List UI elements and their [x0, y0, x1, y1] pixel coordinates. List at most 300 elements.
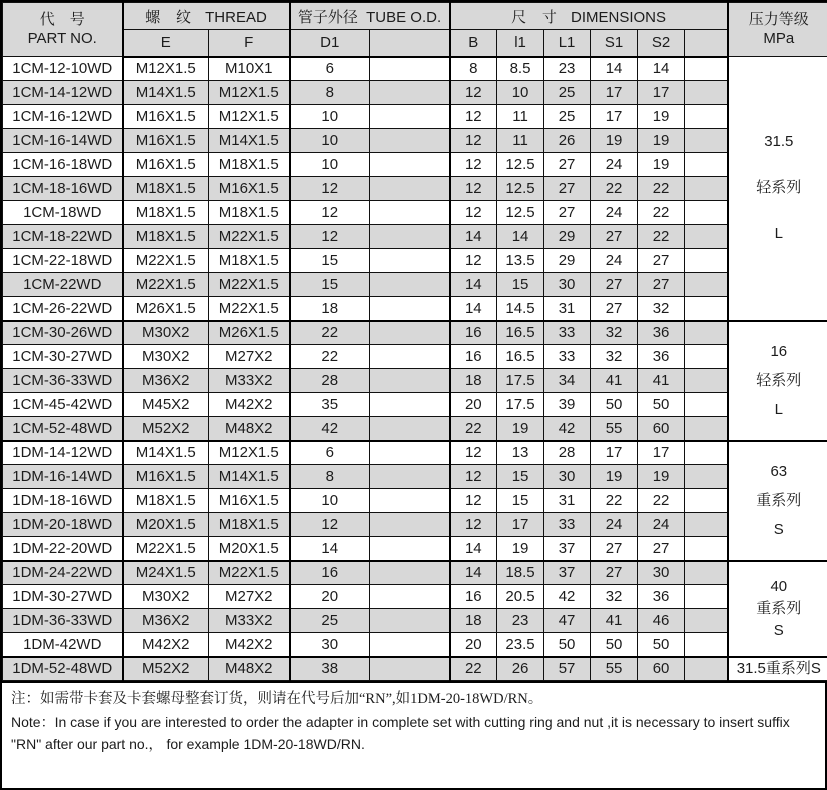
dim-s1-cell: 50 — [591, 633, 638, 657]
thread-f-cell: M12X1.5 — [209, 441, 290, 465]
dim-s2-cell: 50 — [638, 633, 685, 657]
table-row — [3, 609, 827, 633]
tube-blank-cell — [370, 633, 450, 657]
part-no-cell: 1CM-18-22WD — [3, 225, 123, 249]
thread-e-cell: M18X1.5 — [123, 177, 209, 201]
dim-l1-cell: 8.5 — [497, 57, 544, 81]
dim-L1-cell: 42 — [544, 585, 591, 609]
tube-d1-cell: 42 — [290, 417, 370, 441]
dim-blank-cell — [685, 321, 728, 345]
thread-f-cell: M18X1.5 — [209, 513, 290, 537]
dim-b-cell: 16 — [450, 585, 497, 609]
spec-table — [2, 2, 827, 681]
thread-f-cell: M22X1.5 — [209, 225, 290, 249]
tube-blank-cell — [370, 105, 450, 129]
col-header-thread — [123, 3, 290, 30]
table-row — [3, 57, 827, 81]
part-no-cell: 1CM-16-12WD — [3, 105, 123, 129]
thread-f-cell: M18X1.5 — [209, 249, 290, 273]
dim-s1-cell: 27 — [591, 225, 638, 249]
tube-d1-cell: 12 — [290, 225, 370, 249]
part-no-cell: 1CM-18-16WD — [3, 177, 123, 201]
dim-l1-cell: 15 — [497, 273, 544, 297]
dim-blank-cell — [685, 657, 728, 681]
tube-blank-cell — [370, 369, 450, 393]
tube-od-label-zh: 管子外径 — [297, 9, 358, 26]
dim-L1-cell: 27 — [544, 177, 591, 201]
dim-L1-cell: 26 — [544, 129, 591, 153]
dim-l1-cell: 20.5 — [497, 585, 544, 609]
pressure-rating-cell — [728, 561, 827, 657]
part-no-cell: 1DM-18-16WD — [3, 489, 123, 513]
dim-s2-cell: 32 — [638, 297, 685, 321]
part-no-cell: 1CM-16-18WD — [3, 153, 123, 177]
dim-s2-cell: 27 — [638, 273, 685, 297]
dim-s2-cell: 17 — [638, 81, 685, 105]
dim-L1-cell: 28 — [544, 441, 591, 465]
thread-e-cell: M30X2 — [123, 345, 209, 369]
tube-blank-cell — [370, 657, 450, 681]
pressure-line: 重系列 — [756, 492, 802, 509]
dim-blank-cell — [685, 441, 728, 465]
dim-s2-cell: 46 — [638, 609, 685, 633]
dim-l1-cell: 19 — [497, 537, 544, 561]
dim-b-cell: 12 — [450, 81, 497, 105]
dim-blank-cell — [685, 465, 728, 489]
thread-e-cell: M22X1.5 — [123, 537, 209, 561]
tube-od-label-en: TUBE O.D. — [366, 8, 442, 26]
tube-d1-cell: 8 — [290, 465, 370, 489]
tube-blank-cell — [370, 585, 450, 609]
thread-e-cell: M52X2 — [123, 417, 209, 441]
tube-blank-cell — [370, 153, 450, 177]
tube-blank-cell — [370, 297, 450, 321]
dim-b-cell: 18 — [450, 369, 497, 393]
footnote-line-zh: 注：如需带卡套及卡套螺母整套订货，则请在代号后加“RN”,如1DM-20-18WD/RN。 — [11, 691, 543, 707]
tube-d1-cell: 30 — [290, 633, 370, 657]
tube-blank-cell — [370, 609, 450, 633]
dim-b-cell: 18 — [450, 609, 497, 633]
dim-l1-cell: 15 — [497, 489, 544, 513]
part-no-label-en: PART NO. — [27, 30, 97, 48]
tube-d1-cell: 18 — [290, 297, 370, 321]
dim-blank-cell — [685, 177, 728, 201]
thread-e-cell: M52X2 — [123, 657, 209, 681]
dim-l1-cell: 23 — [497, 609, 544, 633]
tube-blank-cell — [370, 441, 450, 465]
table-row — [3, 177, 827, 201]
dim-s2-cell: 22 — [638, 489, 685, 513]
table-row — [3, 513, 827, 537]
tube-blank-cell — [370, 417, 450, 441]
table-row — [3, 441, 827, 465]
pressure-line: 63 — [770, 462, 788, 480]
pressure-line: 31.5重系列S — [736, 659, 821, 677]
pressure-rating-cell — [728, 321, 827, 441]
tube-d1-cell: 10 — [290, 489, 370, 513]
thread-e-cell: M16X1.5 — [123, 129, 209, 153]
dim-b-cell: 14 — [450, 225, 497, 249]
tube-blank-cell — [370, 201, 450, 225]
dim-b-cell: 12 — [450, 201, 497, 225]
dim-s1-cell: 55 — [591, 657, 638, 681]
col-header-b: B — [450, 30, 497, 57]
dim-s2-cell: 50 — [638, 393, 685, 417]
thread-e-cell: M24X1.5 — [123, 561, 209, 585]
table-row — [3, 465, 827, 489]
dim-L1-cell: 57 — [544, 657, 591, 681]
part-no-cell: 1DM-22-20WD — [3, 537, 123, 561]
dim-L1-cell: 30 — [544, 273, 591, 297]
dim-s2-cell: 60 — [638, 657, 685, 681]
part-no-cell: 1DM-24-22WD — [3, 561, 123, 585]
part-no-cell: 1DM-36-33WD — [3, 609, 123, 633]
footnote — [2, 681, 825, 788]
dim-blank-cell — [685, 393, 728, 417]
dim-s1-cell: 19 — [591, 465, 638, 489]
dim-L1-cell: 33 — [544, 345, 591, 369]
tube-blank-cell — [370, 513, 450, 537]
table-row — [3, 537, 827, 561]
thread-e-cell: M26X1.5 — [123, 297, 209, 321]
tube-d1-cell: 15 — [290, 273, 370, 297]
thread-f-cell: M48X2 — [209, 417, 290, 441]
dim-b-cell: 12 — [450, 489, 497, 513]
thread-e-cell: M14X1.5 — [123, 81, 209, 105]
col-header-pressure — [728, 3, 827, 57]
dim-blank-cell — [685, 369, 728, 393]
part-no-cell: 1CM-22WD — [3, 273, 123, 297]
dim-l1-cell: 11 — [497, 105, 544, 129]
dim-blank-cell — [685, 609, 728, 633]
tube-d1-cell: 20 — [290, 585, 370, 609]
thread-label-zh: 螺 纹 — [145, 9, 197, 26]
thread-f-cell: M14X1.5 — [209, 465, 290, 489]
tube-blank-cell — [370, 321, 450, 345]
thread-e-cell: M12X1.5 — [123, 57, 209, 81]
thread-e-cell: M45X2 — [123, 393, 209, 417]
col-header-s2: S2 — [638, 30, 685, 57]
dim-s2-cell: 30 — [638, 561, 685, 585]
thread-f-cell: M42X2 — [209, 393, 290, 417]
dim-s1-cell: 27 — [591, 273, 638, 297]
table-row — [3, 201, 827, 225]
tube-d1-cell: 28 — [290, 369, 370, 393]
dim-b-cell: 14 — [450, 273, 497, 297]
part-no-cell: 1CM-26-22WD — [3, 297, 123, 321]
table-row — [3, 369, 827, 393]
dim-s2-cell: 36 — [638, 321, 685, 345]
dim-s2-cell: 22 — [638, 201, 685, 225]
dim-s1-cell: 17 — [591, 441, 638, 465]
tube-d1-cell: 38 — [290, 657, 370, 681]
pressure-line: S — [773, 621, 784, 639]
table-row — [3, 489, 827, 513]
table-row — [3, 273, 827, 297]
tube-d1-cell: 35 — [290, 393, 370, 417]
dim-l1-cell: 13 — [497, 441, 544, 465]
dim-s1-cell: 32 — [591, 345, 638, 369]
dim-L1-cell: 27 — [544, 201, 591, 225]
dim-b-cell: 12 — [450, 177, 497, 201]
tube-blank-cell — [370, 177, 450, 201]
dim-b-cell: 20 — [450, 633, 497, 657]
tube-d1-cell: 12 — [290, 513, 370, 537]
dim-b-cell: 14 — [450, 297, 497, 321]
table-row — [3, 561, 827, 585]
dim-blank-cell — [685, 153, 728, 177]
dim-s1-cell: 50 — [591, 393, 638, 417]
tube-blank-cell — [370, 273, 450, 297]
dim-s2-cell: 22 — [638, 225, 685, 249]
dim-L1-cell: 25 — [544, 81, 591, 105]
col-header-tube-od — [290, 3, 450, 30]
dim-l1-cell: 16.5 — [497, 321, 544, 345]
dim-b-cell: 12 — [450, 513, 497, 537]
thread-e-cell: M18X1.5 — [123, 225, 209, 249]
table-row — [3, 585, 827, 609]
part-no-cell: 1DM-52-48WD — [3, 657, 123, 681]
dim-s2-cell: 22 — [638, 177, 685, 201]
tube-d1-cell: 15 — [290, 249, 370, 273]
tube-blank-cell — [370, 81, 450, 105]
table-row — [3, 129, 827, 153]
dim-blank-cell — [685, 417, 728, 441]
dim-s2-cell: 27 — [638, 537, 685, 561]
tube-blank-cell — [370, 225, 450, 249]
part-no-cell: 1CM-30-26WD — [3, 321, 123, 345]
pressure-rating-cell — [728, 57, 827, 321]
dim-blank-cell — [685, 57, 728, 81]
dim-s1-cell: 14 — [591, 57, 638, 81]
pressure-line: L — [774, 225, 783, 243]
table-body — [3, 57, 827, 681]
thread-f-cell: M18X1.5 — [209, 153, 290, 177]
dim-L1-cell: 47 — [544, 609, 591, 633]
dim-l1-cell: 13.5 — [497, 249, 544, 273]
dim-blank-cell — [685, 273, 728, 297]
pressure-label-zh: 压力等级 — [748, 12, 809, 28]
thread-f-cell: M16X1.5 — [209, 489, 290, 513]
dim-blank-cell — [685, 129, 728, 153]
pressure-line: 轻系列 — [756, 372, 802, 389]
tube-d1-cell: 8 — [290, 81, 370, 105]
dim-blank-cell — [685, 513, 728, 537]
tube-d1-cell: 10 — [290, 105, 370, 129]
dim-L1-cell: 50 — [544, 633, 591, 657]
dim-l1-cell: 15 — [497, 465, 544, 489]
tube-d1-cell: 6 — [290, 57, 370, 81]
dimensions-label-en: DIMENSIONS — [571, 8, 667, 26]
dim-s2-cell: 17 — [638, 441, 685, 465]
dim-b-cell: 12 — [450, 129, 497, 153]
col-header-s1: S1 — [591, 30, 638, 57]
thread-f-cell: M22X1.5 — [209, 297, 290, 321]
thread-f-cell: M22X1.5 — [209, 561, 290, 585]
tube-blank-cell — [370, 345, 450, 369]
table-row — [3, 417, 827, 441]
dim-s1-cell: 24 — [591, 153, 638, 177]
table-row — [3, 345, 827, 369]
pressure-label-en: MPa — [763, 30, 795, 48]
dim-b-cell: 12 — [450, 105, 497, 129]
dim-b-cell: 8 — [450, 57, 497, 81]
pressure-line: L — [774, 400, 783, 418]
dim-s2-cell: 14 — [638, 57, 685, 81]
dim-s2-cell: 60 — [638, 417, 685, 441]
dim-b-cell: 22 — [450, 657, 497, 681]
dim-l1-cell: 14 — [497, 225, 544, 249]
table-row — [3, 393, 827, 417]
dim-blank-cell — [685, 585, 728, 609]
dim-L1-cell: 29 — [544, 249, 591, 273]
dim-s2-cell: 24 — [638, 513, 685, 537]
table-row — [3, 249, 827, 273]
dim-s1-cell: 22 — [591, 177, 638, 201]
thread-f-cell: M22X1.5 — [209, 273, 290, 297]
dim-l1-cell: 12.5 — [497, 177, 544, 201]
tube-d1-cell: 22 — [290, 345, 370, 369]
tube-blank-cell — [370, 537, 450, 561]
thread-e-cell: M36X2 — [123, 369, 209, 393]
tube-d1-cell: 22 — [290, 321, 370, 345]
part-no-cell: 1CM-12-10WD — [3, 57, 123, 81]
table-row — [3, 657, 827, 681]
dim-L1-cell: 29 — [544, 225, 591, 249]
dim-l1-cell: 23.5 — [497, 633, 544, 657]
dim-b-cell: 14 — [450, 537, 497, 561]
dim-L1-cell: 34 — [544, 369, 591, 393]
thread-e-cell: M30X2 — [123, 321, 209, 345]
dim-s1-cell: 17 — [591, 81, 638, 105]
dim-s2-cell: 19 — [638, 129, 685, 153]
dim-L1-cell: 33 — [544, 513, 591, 537]
dim-l1-cell: 17 — [497, 513, 544, 537]
thread-e-cell: M42X2 — [123, 633, 209, 657]
dim-s1-cell: 55 — [591, 417, 638, 441]
tube-d1-cell: 10 — [290, 153, 370, 177]
dim-s2-cell: 41 — [638, 369, 685, 393]
dim-L1-cell: 39 — [544, 393, 591, 417]
dim-s1-cell: 27 — [591, 561, 638, 585]
dim-s2-cell: 36 — [638, 585, 685, 609]
tube-d1-cell: 12 — [290, 201, 370, 225]
thread-f-cell: M14X1.5 — [209, 129, 290, 153]
thread-f-cell: M48X2 — [209, 657, 290, 681]
thread-f-cell: M42X2 — [209, 633, 290, 657]
dim-L1-cell: 25 — [544, 105, 591, 129]
dim-blank-cell — [685, 225, 728, 249]
dim-blank-cell — [685, 105, 728, 129]
dimensions-label-zh: 尺 寸 — [511, 9, 563, 26]
pressure-line: 重系列 — [756, 600, 802, 617]
dim-l1-cell: 11 — [497, 129, 544, 153]
col-header-dimensions — [450, 3, 728, 30]
dim-s1-cell: 24 — [591, 513, 638, 537]
col-header-d1: D1 — [290, 30, 370, 57]
dim-l1-cell: 17.5 — [497, 369, 544, 393]
pressure-line: S — [773, 520, 784, 538]
thread-e-cell: M36X2 — [123, 609, 209, 633]
table-header — [3, 3, 827, 57]
table-row — [3, 225, 827, 249]
dim-s1-cell: 22 — [591, 489, 638, 513]
pressure-rating-cell — [728, 441, 827, 561]
part-no-cell: 1CM-16-14WD — [3, 129, 123, 153]
thread-f-cell: M20X1.5 — [209, 537, 290, 561]
table-row — [3, 105, 827, 129]
dim-s2-cell: 19 — [638, 465, 685, 489]
dim-blank-cell — [685, 633, 728, 657]
tube-d1-cell: 12 — [290, 177, 370, 201]
part-no-cell: 1DM-16-14WD — [3, 465, 123, 489]
dim-blank-cell — [685, 345, 728, 369]
part-no-cell: 1DM-42WD — [3, 633, 123, 657]
thread-e-cell: M18X1.5 — [123, 201, 209, 225]
dim-l1-cell: 18.5 — [497, 561, 544, 585]
dim-blank-cell — [685, 489, 728, 513]
part-no-cell: 1DM-14-12WD — [3, 441, 123, 465]
tube-d1-cell: 10 — [290, 129, 370, 153]
dim-l1-cell: 10 — [497, 81, 544, 105]
dim-l1-cell: 26 — [497, 657, 544, 681]
dim-b-cell: 16 — [450, 321, 497, 345]
col-header-part-no — [3, 3, 123, 57]
dim-s2-cell: 19 — [638, 153, 685, 177]
dim-L1-cell: 23 — [544, 57, 591, 81]
pressure-line: 31.5 — [764, 133, 794, 151]
thread-e-cell: M30X2 — [123, 585, 209, 609]
dim-L1-cell: 30 — [544, 465, 591, 489]
thread-e-cell: M16X1.5 — [123, 153, 209, 177]
dim-l1-cell: 14.5 — [497, 297, 544, 321]
tube-blank-cell — [370, 489, 450, 513]
col-header-f: F — [209, 30, 290, 57]
thread-f-cell: M10X1 — [209, 57, 290, 81]
dim-s2-cell: 27 — [638, 249, 685, 273]
dim-blank-cell — [685, 537, 728, 561]
dim-l1-cell: 19 — [497, 417, 544, 441]
dim-blank-cell — [685, 249, 728, 273]
thread-e-cell: M20X1.5 — [123, 513, 209, 537]
dim-s1-cell: 32 — [591, 321, 638, 345]
part-no-cell: 1DM-30-27WD — [3, 585, 123, 609]
thread-f-cell: M33X2 — [209, 369, 290, 393]
sub-header-row — [3, 30, 827, 57]
tube-blank-cell — [370, 57, 450, 81]
dim-s1-cell: 24 — [591, 201, 638, 225]
dim-b-cell: 12 — [450, 465, 497, 489]
pressure-line: 40 — [770, 577, 788, 595]
thread-e-cell: M22X1.5 — [123, 249, 209, 273]
thread-f-cell: M27X2 — [209, 585, 290, 609]
dim-b-cell: 14 — [450, 561, 497, 585]
thread-e-cell: M16X1.5 — [123, 465, 209, 489]
thread-e-cell: M16X1.5 — [123, 105, 209, 129]
table-row — [3, 321, 827, 345]
dim-s1-cell: 27 — [591, 537, 638, 561]
dim-s1-cell: 41 — [591, 609, 638, 633]
dim-blank-cell — [685, 201, 728, 225]
dim-b-cell: 12 — [450, 249, 497, 273]
tube-d1-cell: 16 — [290, 561, 370, 585]
part-no-cell: 1CM-30-27WD — [3, 345, 123, 369]
tube-d1-cell: 6 — [290, 441, 370, 465]
dim-l1-cell: 12.5 — [497, 201, 544, 225]
table-row — [3, 297, 827, 321]
thread-f-cell: M12X1.5 — [209, 105, 290, 129]
part-no-cell: 1CM-36-33WD — [3, 369, 123, 393]
